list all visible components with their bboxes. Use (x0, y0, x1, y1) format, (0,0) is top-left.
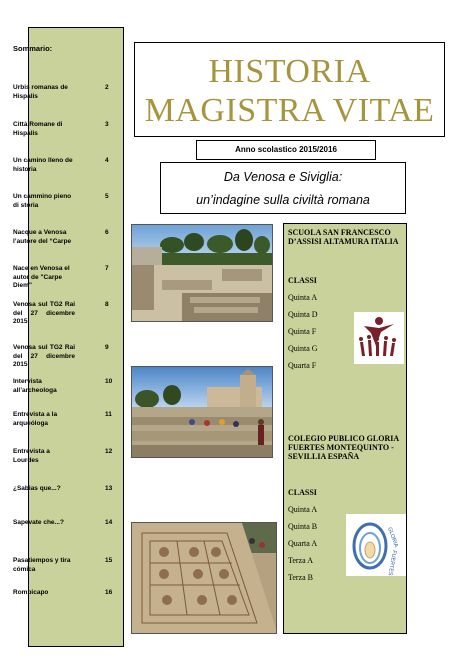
toc-item-text: Entrevista a Lourdes (13, 448, 50, 464)
class-item: Quinta A (288, 505, 318, 514)
class-item: Terza B (288, 573, 313, 582)
toc-item[interactable] (13, 84, 111, 101)
toc-item-text: Intervista all’archeologa (13, 378, 57, 394)
toc-item-page: 13 (105, 485, 113, 492)
class-item: Quarta F (288, 361, 317, 370)
subtitle-line-2: un’indagine sulla civiltà romana (196, 193, 370, 207)
san-francesco-logo (354, 312, 404, 364)
toc-item[interactable] (13, 519, 111, 528)
toc-item-page: 8 (105, 301, 109, 308)
toc-item-text: Nace en Venosa el autor de "Carpe Diem" (13, 265, 70, 289)
toc-item-page: 4 (105, 157, 109, 164)
schools-panel (283, 223, 407, 634)
class-item: Quinta A (288, 293, 318, 302)
toc-item[interactable] (13, 378, 111, 395)
toc-item-page: 6 (105, 229, 109, 236)
sidebar-title: Sommario: (13, 44, 53, 53)
class-item: Terza A (288, 556, 313, 565)
toc-item-page: 15 (105, 557, 113, 564)
toc-item-text: Venosa sul TG2 Rai del 27 dicembre 2015 (13, 344, 75, 368)
school-year-label: Anno scolastico 2015/2016 (196, 140, 376, 160)
toc-item[interactable] (13, 265, 111, 291)
toc-item-page: 2 (105, 84, 109, 91)
title-line-1: HISTORIA (208, 53, 371, 90)
toc-item[interactable] (13, 344, 111, 370)
class-item: Quinta G (288, 344, 318, 353)
toc-item-page: 7 (105, 265, 109, 272)
school-1-classes-label: CLASSI (288, 276, 317, 285)
school-1-name: SCUOLA SAN FRANCESCO D’ASSISI ALTAMURA ITALIA (288, 228, 399, 246)
ruins-photo-2 (131, 366, 273, 458)
toc-item-page: 12 (105, 448, 113, 455)
toc-item-text: Venosa sul TG2 Rai del 27 dicembre 2015 (13, 301, 75, 325)
toc-item-text: Urbis romanas de Hispalis (13, 84, 68, 100)
toc-item-page: 5 (105, 193, 109, 200)
toc-item-text: Sapevate che...? (13, 519, 64, 526)
toc-item-page: 3 (105, 121, 109, 128)
class-item: Quinta D (288, 310, 318, 319)
toc-item-page: 16 (105, 589, 113, 596)
toc-item[interactable] (13, 589, 111, 598)
school-2-name: COLEGIO PUBLICO GLORIA FUERTES MONTEQUINTO - SEVILLIA ESPAÑA (288, 434, 399, 461)
class-item: Quinta B (288, 522, 318, 531)
svg-text:GLORIA: GLORIA (386, 526, 399, 549)
toc-item-page: 11 (105, 411, 112, 418)
toc-item-text: Città Romane di Hispalis (13, 121, 63, 137)
ruins-photo-1 (131, 224, 273, 322)
toc-item-page: 14 (105, 519, 113, 526)
subtitle-line-1: Da Venosa e Siviglia: (223, 170, 343, 184)
toc-item-page: 10 (105, 378, 113, 385)
svg-text:FUERTES: FUERTES (386, 549, 397, 576)
toc-item-text: Pasatiempos y tira cómica (13, 557, 71, 573)
toc-item[interactable] (13, 193, 111, 210)
toc-item-text: Un cammino pieno di storia (13, 193, 72, 209)
toc-item[interactable] (13, 121, 111, 138)
class-item: Quinta F (288, 327, 317, 336)
mosaic-photo (131, 522, 277, 634)
subtitle-box (160, 162, 406, 214)
table-of-contents-sidebar (28, 27, 124, 647)
toc-item-text: Nacque a Venosa l’autore del “Carpe (13, 229, 72, 245)
masthead-title (134, 42, 445, 137)
gloria-fuertes-logo (346, 514, 406, 576)
toc-item[interactable] (13, 557, 111, 574)
toc-item[interactable] (13, 485, 111, 494)
toc-item[interactable] (13, 229, 111, 246)
toc-item-text: Entrevista a la arqueóloga (13, 411, 58, 427)
title-line-2: MAGISTRA VITAE (144, 92, 435, 129)
school-2-classes-label: CLASSI (288, 488, 317, 497)
toc-item-page: 9 (105, 344, 109, 351)
toc-item-text: ¿Sabias que...? (13, 485, 61, 492)
toc-item-text: Rompicapo (13, 589, 49, 596)
toc-item[interactable] (13, 448, 111, 465)
toc-item[interactable] (13, 301, 111, 327)
toc-item-text: Un camino lleno de historia (13, 157, 73, 173)
toc-item[interactable] (13, 157, 111, 174)
class-item: Quarta A (288, 539, 318, 548)
toc-item[interactable] (13, 411, 111, 428)
